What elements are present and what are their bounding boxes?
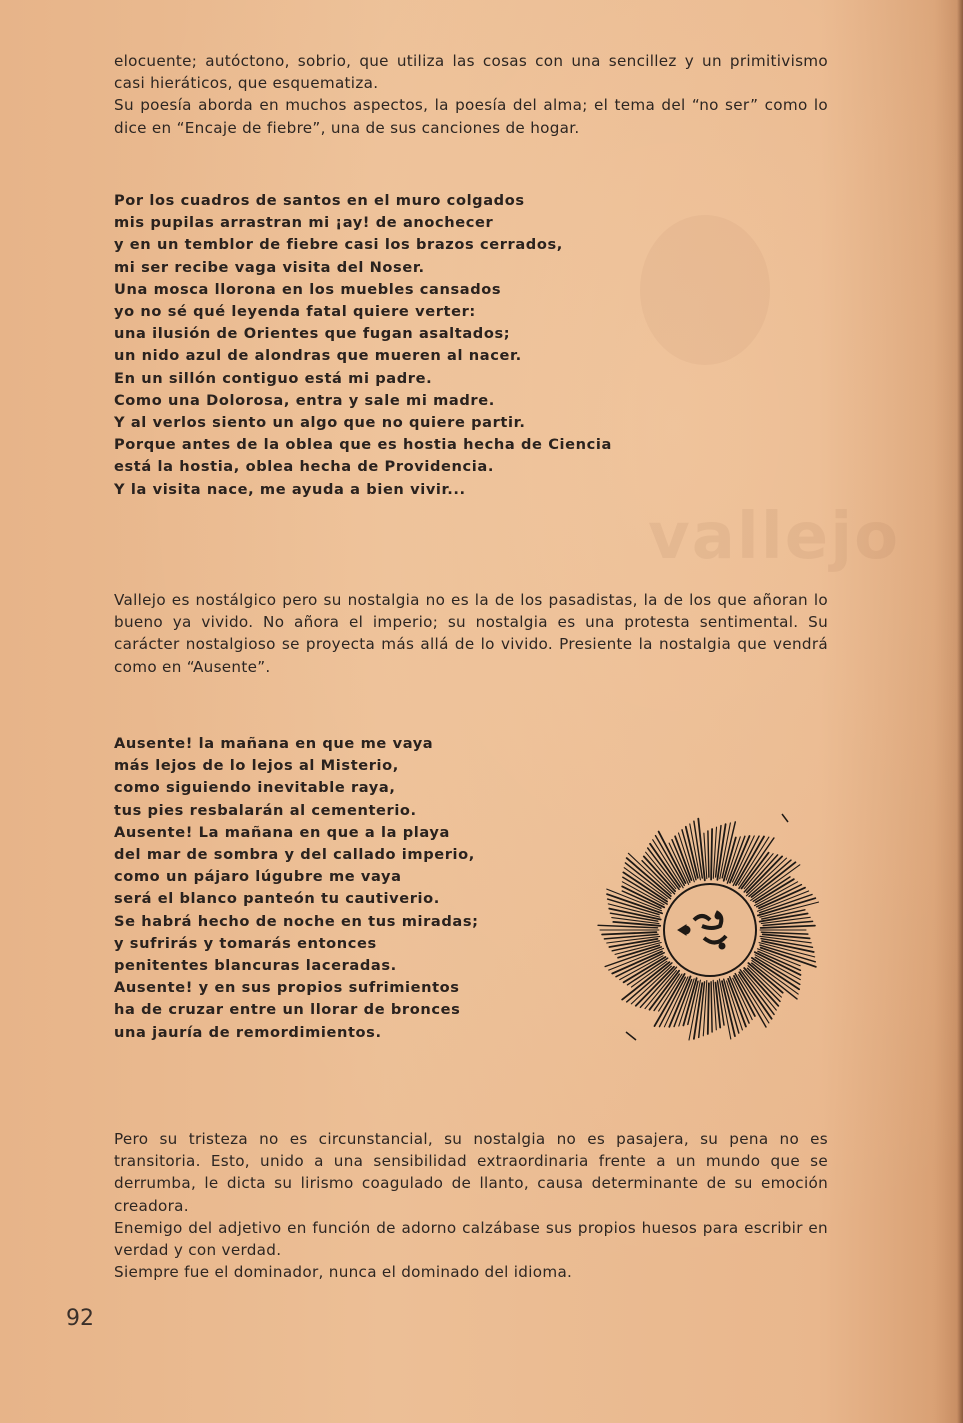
- sun-ray: [708, 831, 709, 877]
- verse-line: como siguiendo inevitable raya,: [114, 779, 396, 797]
- middle-paragraph: Vallejo es nostálgico pero su nostalgia no es la de los pasadistas, la de los que añoran lo bueno ya vivido. No añora el imperio; su nostalgia es una protesta sentimental. Su carácter nostalgioso se proyecta más allá de lo vivido. Presiente la nostalgia que vendrá como en “Ausente”.: [114, 591, 828, 676]
- poem-ausente: [114, 733, 479, 1044]
- verse-line: Ausente! la mañana en que me vaya: [114, 735, 434, 752]
- verse-line: Ausente! La mañana en que a la playa: [114, 823, 450, 841]
- verse-line: Una mosca llorona en los muebles cansados: [114, 280, 502, 298]
- verse-line: será el blanco panteón tu cautiverio.: [114, 890, 440, 908]
- sun-ray: [761, 932, 808, 934]
- show-through-shape: [640, 215, 770, 365]
- stray-mark: [626, 1032, 636, 1040]
- sun-ray: [602, 932, 656, 934]
- sun-ray: [711, 982, 712, 1032]
- sun-ray: [751, 865, 800, 901]
- closing-paragraph: Enemigo del adjetivo en función de adorno calzábase sus propios huesos para escribir en verdad y con verdad.: [114, 1218, 828, 1260]
- verse-line: como un pájaro lúgubre me vaya: [114, 868, 402, 886]
- verse-line: mi ser recibe vaga visita del Noser.: [114, 258, 425, 276]
- sun-ray: [711, 829, 712, 880]
- verse-line: Se habrá hecho de noche en tus miradas;: [114, 912, 479, 930]
- verse-line: está la hostia, oblea hecha de Providencia.: [114, 458, 494, 476]
- verse-line: Y al verlos siento un algo que no quiere partir.: [114, 414, 526, 432]
- middle-text: [114, 589, 828, 678]
- closing-paragraph: Siempre fue el dominador, nunca el dominado del idioma.: [114, 1263, 573, 1282]
- verse-line: En un sillón contiguo está mi padre.: [114, 369, 433, 387]
- verse-line: Ausente! y en sus propios sufrimientos: [114, 979, 460, 997]
- sun-ray: [761, 926, 815, 928]
- verse-line: del mar de sombra y del callado imperio,: [114, 846, 475, 864]
- stray-mark: [782, 814, 788, 822]
- intro-text: [114, 50, 828, 139]
- verse-line: y sufrirás y tomarás entonces: [114, 934, 377, 952]
- verse-line: Porque antes de la oblea que es hostia hecha de Ciencia: [114, 436, 612, 454]
- closing-text: [114, 1128, 828, 1283]
- poem-encaje-de-fiebre: [114, 190, 612, 501]
- sun-ray: [604, 934, 658, 939]
- intro-paragraph: Su poesía aborda en muchos aspectos, la poesía del alma; el tema del “no ser” como lo dice en “Encaje de fiebre”, una de sus canciones de hogar.: [114, 96, 828, 137]
- verse-line: yo no sé qué leyenda fatal quiere verter:: [114, 303, 476, 321]
- verse-line: Por los cuadros de santos en el muro colgados: [114, 192, 525, 209]
- closing-paragraph: Pero su tristeza no es circunstancial, su nostalgia no es pasajera, su pena no es transitoria. Esto, unido a una sensibilidad extraordinaria frente a un mundo que se derrumba, le dicta su lirismo coagulado de llanto, causa determinante de su emoción creadora.: [114, 1130, 828, 1215]
- verse-line: ha de cruzar entre un llorar de bronces: [114, 1001, 461, 1019]
- page-edge-shadow: [957, 0, 963, 1423]
- show-through-text: vallejo: [648, 500, 901, 574]
- intro-paragraph: elocuente; autóctono, sobrio, que utiliza las cosas con una sencillez y un primitivismo casi hieráticos, que esquematiza.: [114, 52, 828, 93]
- verse-line: una jauría de remordimientos.: [114, 1023, 382, 1041]
- verse-line: y en un temblor de fiebre casi los brazos cerrados,: [114, 236, 563, 254]
- sun-ray: [631, 966, 671, 1004]
- verse-line: Como una Dolorosa, entra y sale mi madre.: [114, 391, 495, 409]
- verse-line: mis pupilas arrastran mi ¡ay! de anochecer: [114, 214, 494, 232]
- verse-line: penitentes blancuras laceradas.: [114, 957, 397, 975]
- page-number: 92: [66, 1306, 94, 1331]
- verse-line: Y la visita nace, me ayuda a bien vivir...: [114, 480, 466, 498]
- sun-ray: [708, 983, 709, 1034]
- verse-line: tus pies resbalarán al cementerio.: [114, 801, 417, 819]
- sun-face-icon: [590, 806, 830, 1051]
- verse-line: una ilusión de Orientes que fugan asaltados;: [114, 325, 511, 343]
- verse-line: más lejos de lo lejos al Misterio,: [114, 757, 399, 775]
- verse-line: un nido azul de alondras que mueren al nacer.: [114, 347, 522, 365]
